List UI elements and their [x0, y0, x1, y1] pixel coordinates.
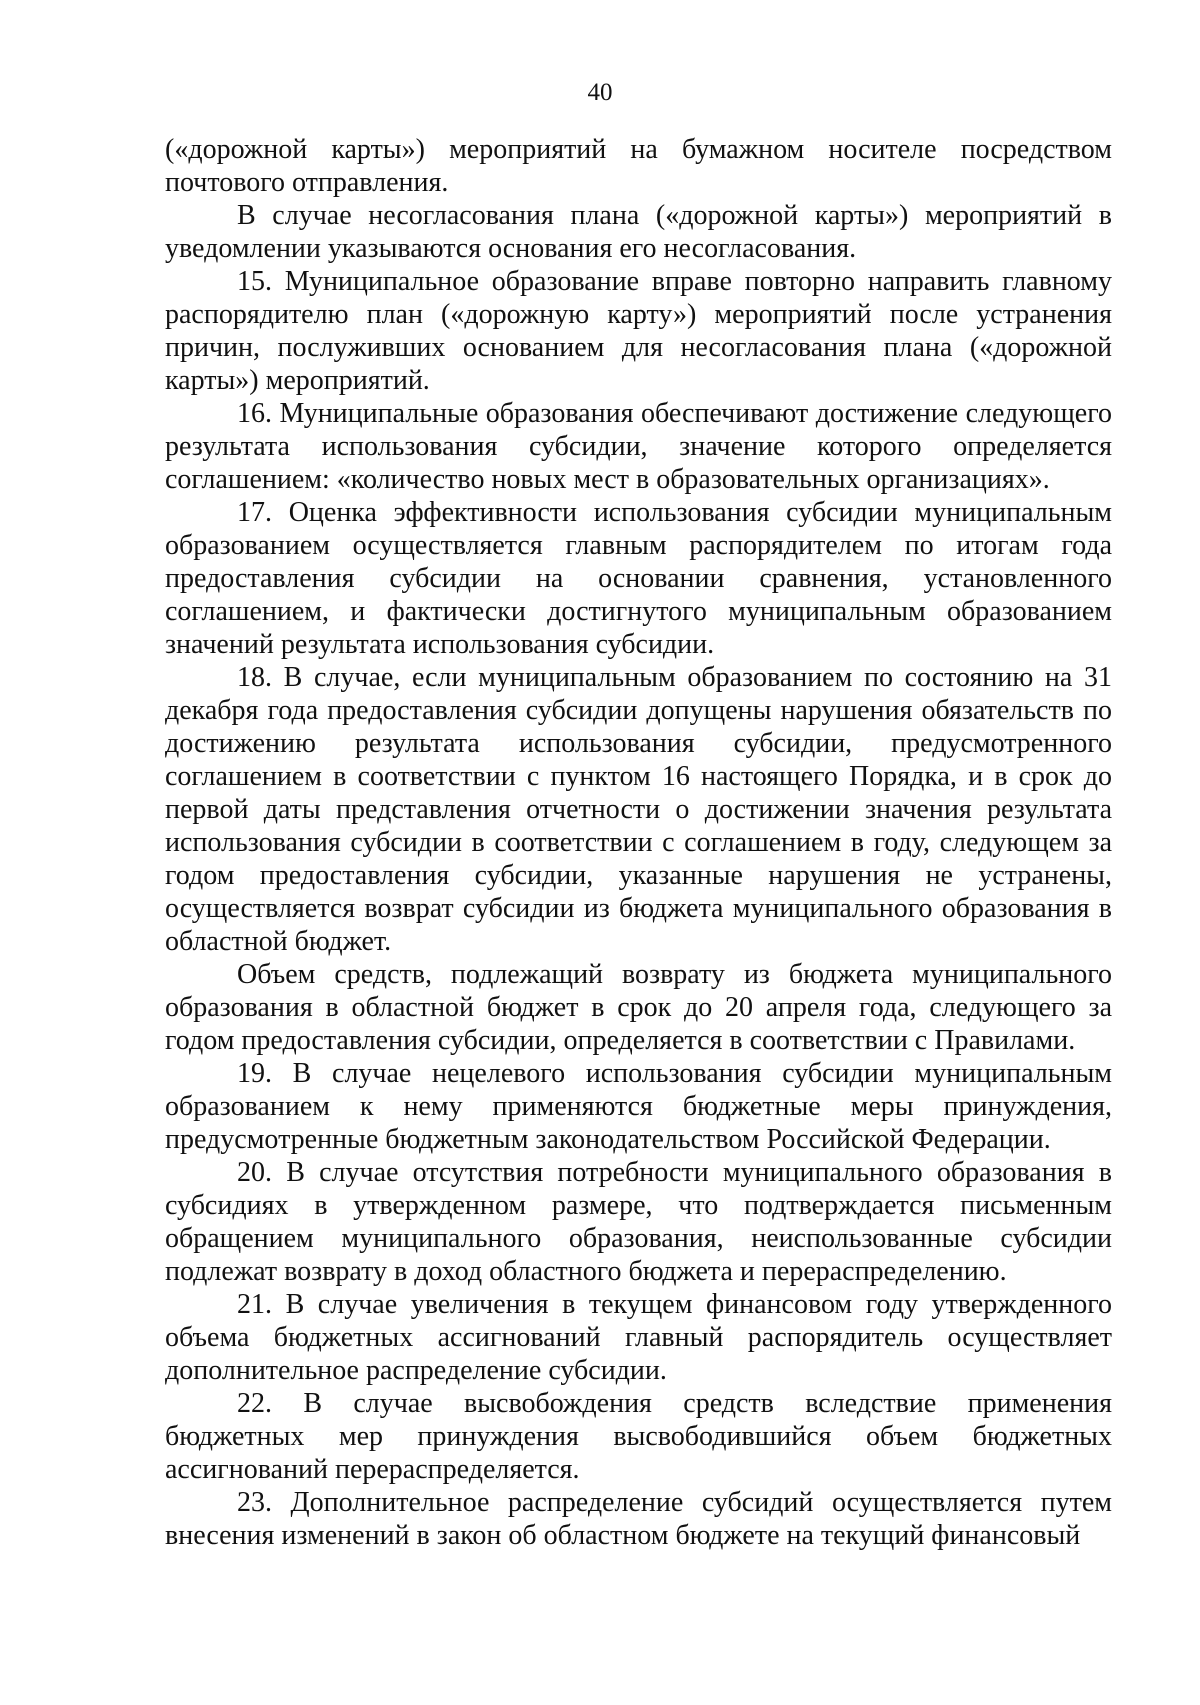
paragraph-15: 15. Муниципальное образование вправе повторно направить главному распорядителю план («дорожную карту») мероприятий после устранения причин, послуживших основанием для несогласования плана («дорожной карты») мероприятий. — [165, 266, 1112, 396]
document-body — [165, 133, 1112, 1552]
paragraph-disagreement-notice: В случае несогласования плана («дорожной карты») мероприятий в уведомлении указываются основания его несогласования. — [165, 200, 1112, 264]
paragraph-17: 17. Оценка эффективности использования субсидии муниципальным образованием осуществляется главным распорядителем по итогам года предоставления субсидии на основании сравнения, установленного соглашением, и фактически достигнутого муниципальным образованием значений результата использования субсидии. — [165, 497, 1112, 660]
paragraph-16: 16. Муниципальные образования обеспечивают достижение следующего результата использования субсидии, значение которого определяется соглашением: «количество новых мест в образовательных организациях». — [165, 398, 1112, 495]
paragraph-23: 23. Дополнительное распределение субсидий осуществляется путем внесения изменений в закон об областном бюджете на текущий финансовый — [165, 1487, 1112, 1551]
page-number: 40 — [587, 79, 613, 106]
paragraph-22: 22. В случае высвобождения средств вследствие применения бюджетных мер принуждения высвободившийся объем бюджетных ассигнований перераспределяется. — [165, 1388, 1112, 1485]
paragraph-refund-volume: Объем средств, подлежащий возврату из бюджета муниципального образования в областной бюджет в срок до 20 апреля года, следующего за годом предоставления субсидии, определяется в соответствии с Правилами. — [165, 959, 1112, 1056]
paragraph-21: 21. В случае увеличения в текущем финансовом году утвержденного объема бюджетных ассигнований главный распорядитель осуществляет дополнительное распределение субсидии. — [165, 1289, 1112, 1386]
paragraph-20: 20. В случае отсутствия потребности муниципального образования в субсидиях в утвержденном размере, что подтверждается письменным обращением муниципального образования, неиспользованные субсидии подлежат возврату в доход областного бюджета и перераспределению. — [165, 1157, 1112, 1287]
paragraph-18: 18. В случае, если муниципальным образованием по состоянию на 31 декабря года предоставления субсидии допущены нарушения обязательств по достижению результата использования субсидии, предусмотренного соглашением в соответствии с пунктом 16 настоящего Порядка, и в срок до первой даты представления отчетности о достижении значения результата использования субсидии в соответствии с соглашением в году, следующем за годом предоставления субсидии, указанные нарушения не устранены, осуществляется возврат субсидии из бюджета муниципального образования в областной бюджет. — [165, 662, 1112, 957]
paragraph-continuation-roadmap: («дорожной карты») мероприятий на бумажном носителе посредством почтового отправления. — [165, 134, 1112, 198]
paragraph-19: 19. В случае нецелевого использования субсидии муниципальным образованием к нему применяются бюджетные меры принуждения, предусмотренные бюджетным законодательством Российской Федерации. — [165, 1058, 1112, 1155]
